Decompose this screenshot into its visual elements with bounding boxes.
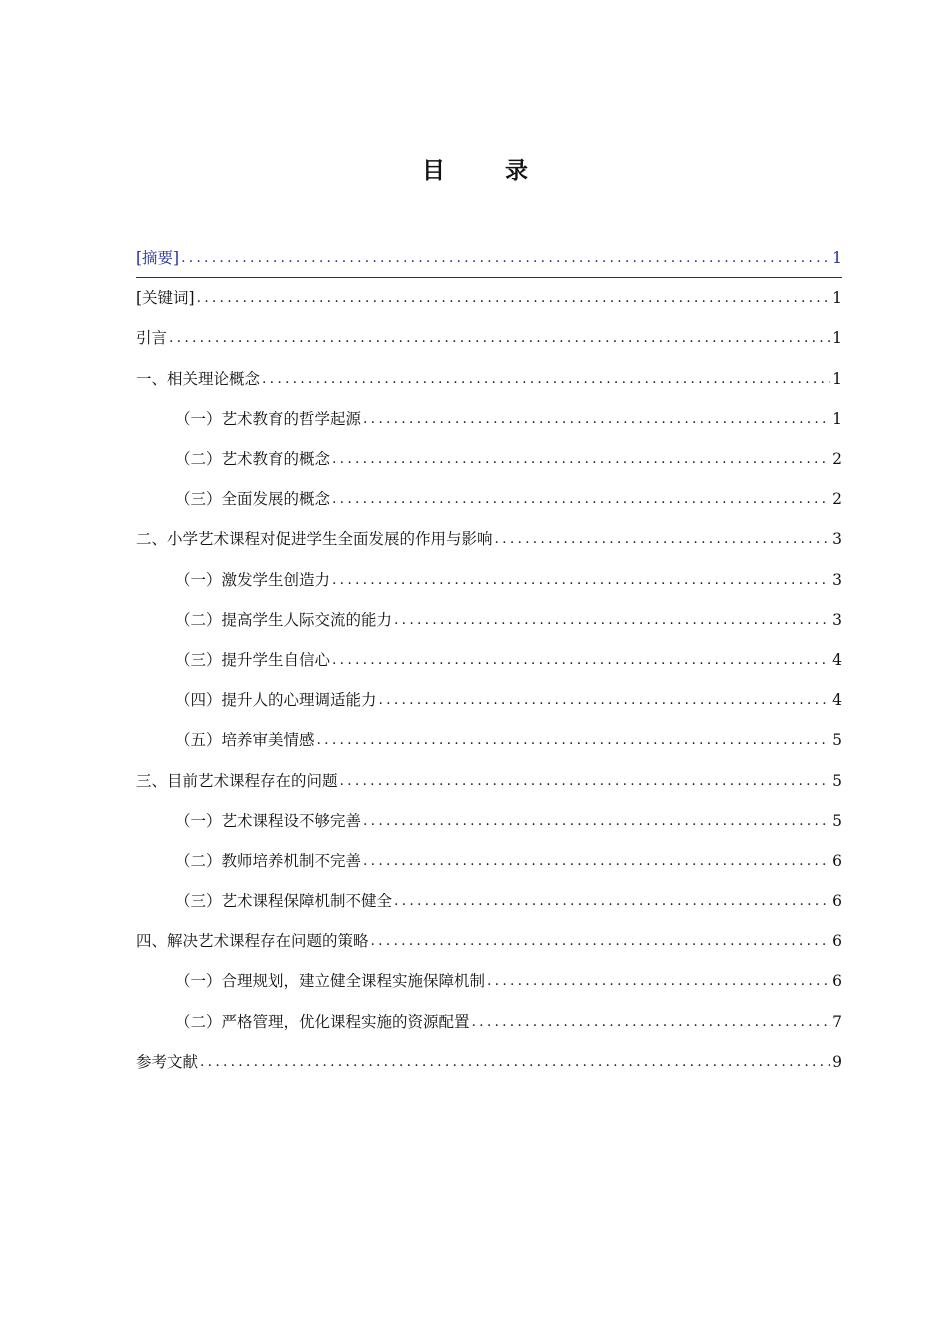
toc-entry[interactable] — [136, 399, 842, 439]
toc-page-number: 6 — [832, 892, 842, 911]
toc-entry-label: 一、相关理论概念 — [136, 369, 261, 388]
toc-page-number: 5 — [832, 731, 842, 750]
toc-page-number: 5 — [832, 771, 842, 790]
toc-entry[interactable] — [136, 519, 842, 559]
toc-dot-leader — [495, 529, 831, 549]
toc-dot-leader — [394, 891, 830, 911]
toc-entry[interactable] — [136, 600, 842, 640]
toc-entry[interactable] — [136, 680, 842, 720]
toc-entry-label: （五）培养审美情感 — [175, 731, 315, 750]
toc-page-number: 1 — [832, 409, 842, 428]
toc-entry-label: 二、小学艺术课程对促进学生全面发展的作用与影响 — [136, 530, 493, 549]
toc-entry[interactable] — [136, 760, 842, 800]
toc-page-number: 1 — [832, 329, 842, 348]
toc-entry-label: （一）激发学生创造力 — [175, 570, 331, 589]
toc-entry-label: 四、解决艺术课程存在问题的策略 — [136, 932, 369, 951]
toc-entry[interactable] — [136, 961, 842, 1001]
toc-entry-label: （二）教师培养机制不完善 — [175, 851, 362, 870]
toc-dot-leader — [262, 369, 830, 389]
toc-page-number: 6 — [832, 851, 842, 870]
toc-entry-label: （三）艺术课程保障机制不健全 — [175, 892, 393, 911]
toc-entry-label: （一）艺术课程设不够完善 — [175, 811, 362, 830]
toc-page-number: 5 — [832, 811, 842, 830]
toc-entry-label: （二）艺术教育的概念 — [175, 450, 331, 469]
toc-entry[interactable] — [136, 238, 842, 278]
toc-entry-label: 三、目前艺术课程存在的问题 — [136, 771, 338, 790]
toc-entry-label: （一）合理规划，建立健全课程实施保障机制 — [175, 972, 486, 991]
toc-dot-leader — [332, 650, 830, 670]
toc-entry-label: [摘要] — [136, 248, 180, 267]
toc-entry[interactable] — [136, 640, 842, 680]
toc-entry-label: （三）全面发展的概念 — [175, 490, 331, 509]
toc-page-number: 4 — [832, 691, 842, 710]
toc-dot-leader — [379, 690, 831, 710]
toc-entry-label: （一）艺术教育的哲学起源 — [175, 409, 362, 428]
toc-dot-leader — [394, 610, 830, 630]
toc-dot-leader — [340, 771, 831, 791]
toc-entry-label: 引言 — [136, 329, 168, 348]
toc-entry[interactable] — [136, 720, 842, 760]
toc-page-number: 3 — [832, 610, 842, 629]
toc-dot-leader — [332, 489, 830, 509]
toc-entry-label: （二）提高学生人际交流的能力 — [175, 610, 393, 629]
toc-dot-leader — [197, 288, 831, 308]
toc-entry[interactable] — [136, 318, 842, 358]
page-title: 目 录 — [421, 157, 554, 184]
toc-page-number: 9 — [832, 1052, 842, 1071]
toc-entry[interactable] — [136, 1042, 842, 1082]
toc-entry-label: （四）提升人的心理调适能力 — [175, 691, 377, 710]
toc-entry[interactable] — [136, 921, 842, 961]
toc-dot-leader — [200, 1052, 830, 1072]
toc-dot-leader — [169, 328, 830, 348]
toc-entry[interactable] — [136, 439, 842, 479]
toc-entry[interactable] — [136, 359, 842, 399]
toc-dot-leader — [317, 730, 831, 750]
toc-dot-leader — [472, 1012, 831, 1032]
toc-dot-leader — [332, 570, 830, 590]
toc-page-number: 1 — [832, 248, 842, 267]
toc-entry-label: （二）严格管理，优化课程实施的资源配置 — [175, 1012, 470, 1031]
toc-page-number: 7 — [832, 1012, 842, 1031]
toc-page-number: 2 — [832, 450, 842, 469]
toc-dot-leader — [332, 449, 830, 469]
toc-dot-leader — [181, 248, 830, 268]
toc-dot-leader — [363, 409, 830, 429]
toc-list — [136, 238, 842, 1082]
toc-entry[interactable] — [136, 1002, 842, 1042]
toc-page-number: 3 — [832, 570, 842, 589]
toc-dot-leader — [371, 931, 831, 951]
toc-dot-leader — [363, 811, 830, 831]
toc-page-number: 3 — [832, 530, 842, 549]
toc-entry-label: [关键词] — [136, 289, 195, 308]
toc-page-number: 1 — [832, 289, 842, 308]
toc-dot-leader — [363, 851, 830, 871]
toc-entry-label: 参考文献 — [136, 1052, 199, 1071]
toc-page-number: 4 — [832, 650, 842, 669]
toc-entry[interactable] — [136, 278, 842, 318]
toc-page-number: 6 — [832, 932, 842, 951]
toc-page-number: 2 — [832, 490, 842, 509]
toc-entry[interactable] — [136, 881, 842, 921]
toc-entry[interactable] — [136, 479, 842, 519]
toc-entry[interactable] — [136, 560, 842, 600]
toc-entry-label: （三）提升学生自信心 — [175, 650, 331, 669]
toc-page-number: 1 — [832, 369, 842, 388]
toc-dot-leader — [487, 971, 830, 991]
toc-page-number: 6 — [832, 972, 842, 991]
toc-entry[interactable] — [136, 841, 842, 881]
toc-entry[interactable] — [136, 801, 842, 841]
